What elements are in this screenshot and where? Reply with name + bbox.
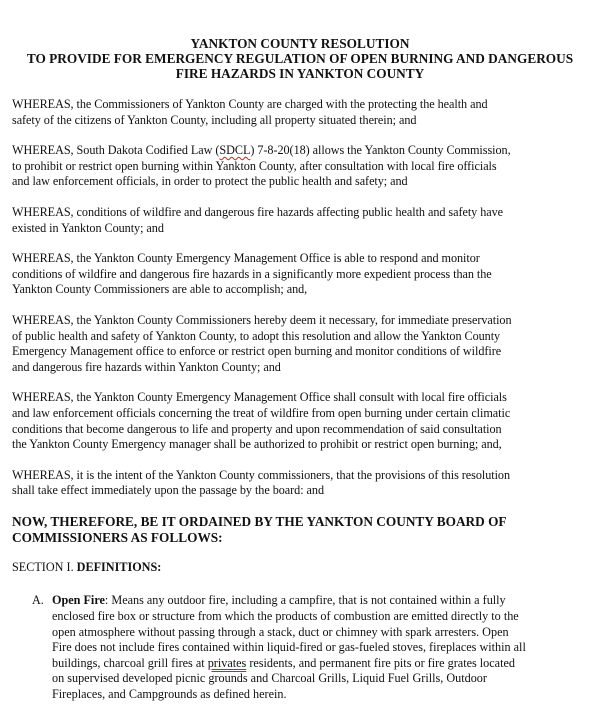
text-line: safety of the citizens of Yankton County, including all property situated therein; and: [12, 112, 417, 127]
title-line: TO PROVIDE FOR EMERGENCY REGULATION OF OPEN BURNING AND DANGEROUS: [26, 51, 574, 66]
whereas-clause-5: [12, 313, 588, 375]
text-line: [12, 143, 588, 159]
text-line: WHEREAS, the Commissioners of Yankton County are charged with the protecting the health and: [12, 97, 488, 111]
text-line: WHEREAS, it is the intent of the Yankton County commissioners, that the provisions of this resolution: [12, 467, 510, 482]
text-line: [52, 593, 588, 609]
text-line: to prohibit or restrict open burning within Yankton County, after consultation with local fire officials: [12, 158, 497, 173]
document-title: [12, 36, 588, 81]
text-line: and law enforcement officials, in order to protect the public health and safety; and: [12, 174, 408, 189]
text-line: Fireplaces, and Campgrounds as defined herein.: [52, 687, 287, 702]
text-line: Yankton County Commissioners are able to accomplish; and,: [12, 282, 308, 297]
text-line: COMMISSIONERS AS FOLLOWS:: [12, 529, 223, 545]
title-line: YANKTON COUNTY RESOLUTION: [190, 36, 410, 51]
text-line: WHEREAS, the Yankton County Emergency Management Office shall consult with local fire officials: [12, 390, 507, 405]
spelling-flagged-word[interactable]: SDCL: [219, 143, 251, 158]
whereas-clause-1: [12, 97, 588, 128]
text-line: WHEREAS, conditions of wildfire and dangerous fire hazards affecting public health and safety have: [12, 204, 504, 219]
text-line: NOW, THEREFORE, BE IT ORDAINED BY THE YANKTON COUNTY BOARD OF: [12, 513, 507, 529]
section-heading: [12, 560, 588, 576]
text-line: conditions that become dangerous to life and property and upon recommendation of said consultation: [12, 421, 502, 436]
text-line: conditions of wildfire and dangerous fire hazards in a significantly more expedient process than the: [12, 266, 492, 281]
text-segment: : Means any outdoor fire, including a campfire, that is not contained within a fully: [104, 593, 506, 608]
title-line: FIRE HAZARDS IN YANKTON COUNTY: [175, 66, 425, 81]
definition-item-open-fire: [12, 593, 588, 702]
whereas-clause-4: [12, 251, 588, 298]
text-segment: residents, and permanent fire pits or fire grates located: [246, 655, 515, 670]
text-line: WHEREAS, the Yankton County Emergency Management Office is able to respond and monitor: [12, 251, 480, 266]
text-line: and law enforcement officials concerning the treat of wildfire from open burning under certain climatic: [12, 405, 511, 420]
text-line: the Yankton County Emergency manager shall be authorized to prohibit or restrict open burning; and,: [12, 437, 502, 452]
text-line: shall take effect immediately upon the passage by the board: and: [12, 483, 324, 498]
text-line: WHEREAS, the Yankton County Commissioners hereby deem it necessary, for immediate preservation: [12, 312, 512, 327]
section-title: DEFINITIONS:: [76, 559, 162, 574]
text-line: existed in Yankton County; and: [12, 220, 164, 235]
text-segment: ) 7-8-20(18) allows the Yankton County Commission,: [250, 143, 511, 158]
section-prefix: SECTION I.: [12, 559, 77, 574]
text-segment: buildings, charcoal grill fires at: [52, 655, 208, 670]
whereas-clause-2: [12, 143, 588, 190]
grammar-flagged-word[interactable]: privates: [207, 655, 247, 670]
text-line: [52, 656, 588, 672]
text-line: open atmosphere without passing through a stack, duct or chimney with spark arresters. Open: [52, 624, 509, 639]
text-segment: WHEREAS, South Dakota Codified Law (: [12, 143, 220, 158]
list-marker: A.: [32, 593, 44, 608]
text-line: and dangerous fire hazards within Yankton County; and: [12, 359, 281, 374]
definition-term: Open Fire: [52, 593, 105, 608]
text-line: enclosed fire box or structure from which the products of combustion are emitted directly to the: [52, 609, 519, 624]
text-line: on supervised developed picnic grounds and Charcoal Grills, Liquid Fuel Grills, Outdoor: [52, 671, 487, 686]
ordained-statement: [12, 514, 588, 546]
whereas-clause-7: [12, 468, 588, 499]
whereas-clause-6: [12, 390, 588, 452]
text-line: of public health and safety of Yankton County, to adopt this resolution and allow the Yankton County: [12, 328, 501, 343]
text-line: Fire does not include fires contained within liquid-fired or gas-fueled stoves, fireplaces within all: [52, 640, 526, 655]
whereas-clause-3: [12, 205, 588, 236]
text-line: Emergency Management office to enforce or restrict open burning and monitor conditions of wildfire: [12, 344, 502, 359]
